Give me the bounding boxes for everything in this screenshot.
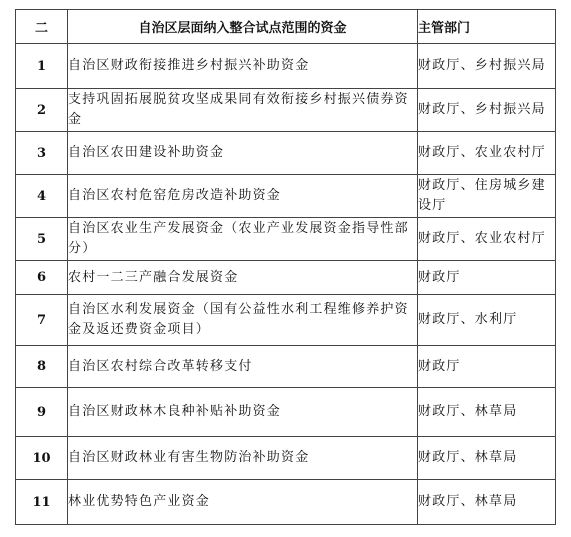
table-row (16, 89, 556, 132)
table-row (16, 218, 556, 261)
table-row (16, 132, 556, 175)
row-number: 1 (16, 44, 68, 89)
fund-name: 农村一二三产融合发展资金 (68, 261, 418, 295)
fund-table (15, 9, 556, 525)
fund-name: 自治区水利发展资金（国有公益性水利工程维修养护资金及返还费资金项目） (68, 295, 418, 346)
fund-name: 自治区财政林业有害生物防治补助资金 (68, 437, 418, 480)
row-number: 9 (16, 388, 68, 437)
department: 财政厅 (418, 261, 556, 295)
department: 财政厅 (418, 346, 556, 388)
table-row (16, 44, 556, 89)
department: 财政厅、乡村振兴局 (418, 44, 556, 89)
department: 财政厅、林草局 (418, 480, 556, 525)
row-number: 3 (16, 132, 68, 175)
fund-name: 自治区财政衔接推进乡村振兴补助资金 (68, 44, 418, 89)
department: 财政厅、乡村振兴局 (418, 89, 556, 132)
table-row (16, 261, 556, 295)
department: 财政厅、住房城乡建设厅 (418, 175, 556, 218)
table-row (16, 346, 556, 388)
section-number-header: 二 (16, 10, 68, 44)
fund-name: 支持巩固拓展脱贫攻坚成果同有效衔接乡村振兴债券资金 (68, 89, 418, 132)
row-number: 11 (16, 480, 68, 525)
department: 财政厅、农业农村厅 (418, 132, 556, 175)
row-number: 5 (16, 218, 68, 261)
table-row (16, 175, 556, 218)
department: 财政厅、林草局 (418, 437, 556, 480)
row-number: 7 (16, 295, 68, 346)
row-number: 2 (16, 89, 68, 132)
department-header: 主管部门 (418, 10, 556, 44)
fund-name: 自治区农田建设补助资金 (68, 132, 418, 175)
fund-name: 自治区财政林木良种补贴补助资金 (68, 388, 418, 437)
table-row (16, 437, 556, 480)
fund-name: 自治区农村危窑危房改造补助资金 (68, 175, 418, 218)
table-row (16, 295, 556, 346)
fund-name: 自治区农业生产发展资金（农业产业发展资金指导性部分） (68, 218, 418, 261)
department: 财政厅、农业农村厅 (418, 218, 556, 261)
row-number: 8 (16, 346, 68, 388)
table-header-row (16, 10, 556, 44)
row-number: 4 (16, 175, 68, 218)
row-number: 10 (16, 437, 68, 480)
department: 财政厅、水利厅 (418, 295, 556, 346)
department: 财政厅、林草局 (418, 388, 556, 437)
fund-name-header: 自治区层面纳入整合试点范围的资金 (68, 10, 418, 44)
fund-name: 自治区农村综合改革转移支付 (68, 346, 418, 388)
row-number: 6 (16, 261, 68, 295)
fund-name: 林业优势特色产业资金 (68, 480, 418, 525)
table-row (16, 480, 556, 525)
table-row (16, 388, 556, 437)
